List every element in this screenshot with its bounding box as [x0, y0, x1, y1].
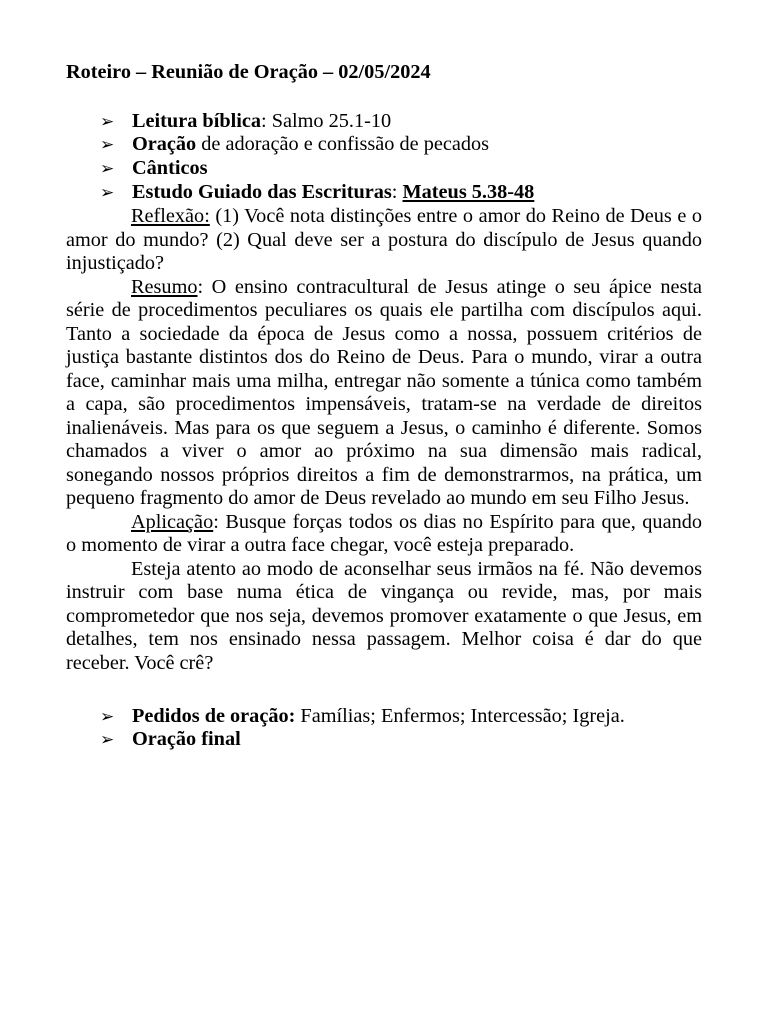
- estudo-reference: Mateus 5.38-48: [402, 181, 535, 203]
- list-item-estudo: [100, 181, 534, 206]
- aplicacao-paragraph: [66, 511, 702, 558]
- list-item-pedidos: [100, 705, 625, 730]
- arrow-bullet-icon: ➢: [100, 112, 115, 132]
- study-body: [66, 205, 702, 675]
- list-item-leitura: [100, 110, 391, 135]
- oracao-text: de adoração e confissão de pecados: [196, 133, 490, 155]
- list-item-oracao: [100, 133, 489, 158]
- resumo-label: Resumo: [131, 275, 198, 298]
- leitura-text: : Salmo 25.1-10: [261, 110, 392, 132]
- arrow-bullet-icon: ➢: [100, 159, 115, 179]
- estudo-label: Estudo Guiado das Escrituras: [132, 181, 392, 203]
- resumo-paragraph: [66, 276, 702, 511]
- resumo-text: : O ensino contracultural de Jesus atinge o seu ápice nesta série de procedimentos peculiares os quais ele partilha com discípulos aqui. Tanto a sociedade da época de Jesus como a nossa, possuem critérios de justiça bastante distintos dos do Reino de Deus. Para o mundo, virar a outra face, caminhar mais uma milha, entregar não somente a túnica como também a capa, são procedimentos impensáveis, tratam-se na verdade de direitos inalienáveis. Mas para os que seguem a Jesus, o caminho é diferente. Somos chamados a viver o amor ao próximo na sua dimensão mais radical, sonegando nossos próprios direitos a fim de demonstrarmos, na prática, um pequeno fragmento do amor de Deus revelado ao mundo em seu Filho Jesus.: [66, 275, 702, 509]
- arrow-bullet-icon: ➢: [100, 135, 115, 155]
- list-item-canticos: [100, 157, 208, 182]
- oracao-label: Oração: [132, 133, 197, 155]
- page-title: Roteiro – Reunião de Oração – 02/05/2024: [66, 61, 431, 83]
- arrow-bullet-icon: ➢: [100, 707, 115, 727]
- leitura-label: Leitura bíblica: [132, 110, 262, 132]
- reflexao-text: (1) Você nota distinções entre o amor do Reino de Deus e o amor do mundo? (2) Qual deve ser a postura do discípulo de Jesus quando injustiçado?: [66, 205, 702, 274]
- canticos-label: Cânticos: [132, 157, 208, 179]
- pedidos-text: Famílias; Enfermos; Intercessão; Igreja.: [295, 705, 625, 727]
- arrow-bullet-icon: ➢: [100, 183, 115, 203]
- aplicacao-label: Aplicação: [131, 510, 214, 533]
- final-label: Oração final: [132, 728, 241, 750]
- list-item-final: [100, 728, 241, 753]
- pedidos-label: Pedidos de oração:: [132, 705, 296, 727]
- reflexao-label: Reflexão:: [131, 205, 210, 227]
- estudo-separator: :: [391, 181, 403, 203]
- aplicacao-text: : Busque forças todos os dias no Espírito para que, quando o momento de virar a outra face chegar, você esteja preparado.: [66, 510, 702, 556]
- reflexao-paragraph: [66, 205, 702, 276]
- aplicacao-paragraph-2: Esteja atento ao modo de aconselhar seus irmãos na fé. Não devemos instruir com base numa ética de vingança ou revide, mas, por mais comprometedor que nos seja, devemos promover exatamente o que Jesus, em detalhes, tem nos ensinado nessa passagem. Melhor coisa é dar do que receber. Você crê?: [66, 557, 702, 674]
- arrow-bullet-icon: ➢: [100, 730, 115, 750]
